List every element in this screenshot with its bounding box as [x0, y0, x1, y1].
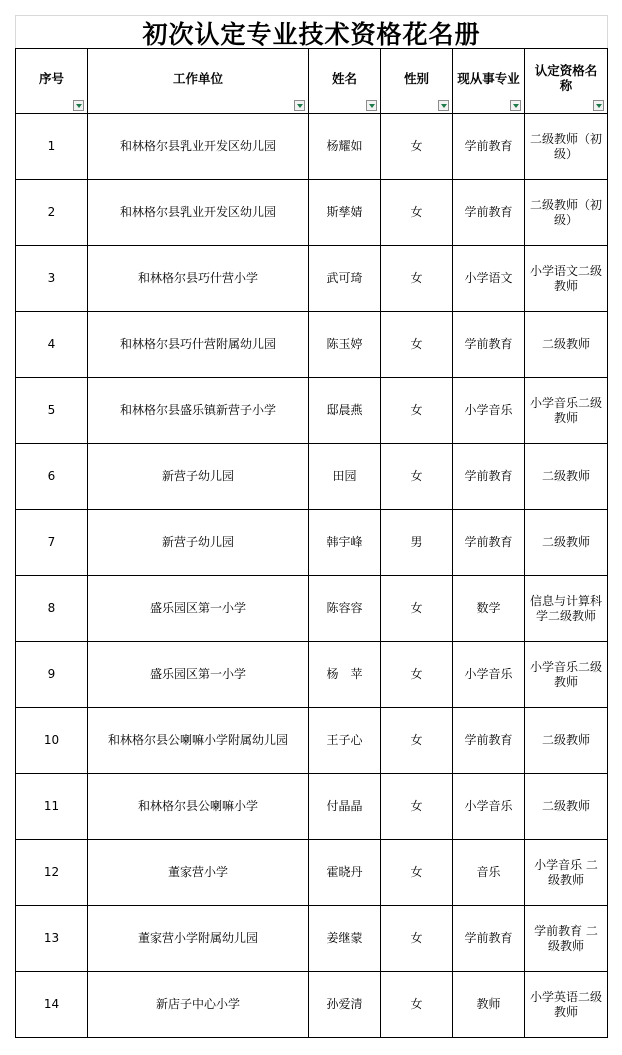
gender-cell[interactable]: [381, 180, 453, 246]
qualification-name-text: 二级教师（初级）: [529, 197, 602, 227]
person-name-cell[interactable]: [309, 510, 381, 576]
person-name-cell[interactable]: [309, 642, 381, 708]
qualification-name-cell[interactable]: [525, 906, 608, 972]
current-major-cell[interactable]: [453, 180, 525, 246]
work-unit-cell[interactable]: [88, 114, 309, 180]
gender-text: 女: [410, 601, 423, 615]
work-unit-cell[interactable]: [88, 576, 309, 642]
table-row: [16, 246, 608, 312]
person-name-cell[interactable]: [309, 774, 381, 840]
table-row: [16, 708, 608, 774]
qualification-name-cell[interactable]: [525, 180, 608, 246]
gender-text: 女: [410, 337, 423, 351]
work-unit-text: 新营子幼儿园: [161, 535, 234, 549]
table-row: [16, 312, 608, 378]
person-name-cell[interactable]: [309, 576, 381, 642]
row-number-text: 8: [47, 601, 56, 615]
row-number-text: 12: [43, 865, 60, 879]
row-number-text: 7: [47, 535, 56, 549]
qualification-name-cell[interactable]: [525, 444, 608, 510]
row-number-text: 4: [47, 337, 56, 351]
person-name-text: 霍晓丹: [326, 865, 363, 879]
filter-dropdown-icon[interactable]: [510, 100, 521, 111]
person-name-text: 田园: [332, 469, 357, 483]
gender-text: 男: [410, 535, 423, 549]
table-row: [16, 114, 608, 180]
current-major-cell[interactable]: [453, 510, 525, 576]
row-number-cell[interactable]: [16, 906, 88, 972]
qualification-name-text: 二级教师: [541, 733, 590, 747]
person-name-text: 陈容容: [326, 601, 363, 615]
page-title: 初次认定专业技术资格花名册: [142, 20, 481, 49]
work-unit-text: 新店子中心小学: [155, 997, 240, 1011]
row-number-cell[interactable]: [16, 576, 88, 642]
qualification-name-text: 二级教师: [541, 535, 590, 549]
gender-cell[interactable]: [381, 906, 453, 972]
row-number-text: 1: [47, 139, 56, 153]
qualification-name-cell[interactable]: [525, 972, 608, 1038]
current-major-text: 小学音乐: [464, 799, 513, 813]
current-major-cell[interactable]: [453, 840, 525, 906]
current-major-text: 小学音乐: [464, 403, 513, 417]
gender-text: 女: [410, 403, 423, 417]
gender-text: 女: [410, 205, 423, 219]
gender-text: 女: [410, 733, 423, 747]
current-major-cell[interactable]: [453, 444, 525, 510]
current-major-text: 音乐: [476, 865, 501, 879]
person-name-cell[interactable]: [309, 840, 381, 906]
work-unit-cell[interactable]: [88, 444, 309, 510]
work-unit-text: 盛乐园区第一小学: [149, 667, 246, 681]
gender-text: 女: [410, 271, 423, 285]
work-unit-cell[interactable]: [88, 906, 309, 972]
current-major-text: 小学语文: [464, 271, 513, 285]
current-major-cell[interactable]: [453, 246, 525, 312]
column-header-name: 姓名: [309, 49, 381, 114]
table-row: [16, 378, 608, 444]
qualification-name-cell[interactable]: [525, 312, 608, 378]
row-number-text: 6: [47, 469, 56, 483]
person-name-text: 王子心: [326, 733, 363, 747]
work-unit-text: 和林格尔县巧什营附属幼儿园: [119, 337, 276, 351]
work-unit-cell[interactable]: [88, 708, 309, 774]
qualification-name-cell[interactable]: [525, 708, 608, 774]
gender-cell[interactable]: [381, 312, 453, 378]
table-row: [16, 642, 608, 708]
work-unit-cell[interactable]: [88, 972, 309, 1038]
current-major-text: 学前教育: [464, 337, 513, 351]
current-major-text: 学前教育: [464, 535, 513, 549]
qualification-name-cell[interactable]: [525, 576, 608, 642]
row-number-cell[interactable]: [16, 114, 88, 180]
title-row: [15, 15, 608, 50]
current-major-cell[interactable]: [453, 114, 525, 180]
qualification-name-text: 学前教育 二级教师: [534, 923, 598, 953]
current-major-text: 数学: [476, 601, 501, 615]
row-number-text: 13: [43, 931, 60, 945]
gender-text: 女: [410, 799, 423, 813]
table-row: [16, 840, 608, 906]
qualification-name-cell[interactable]: [525, 510, 608, 576]
current-major-cell[interactable]: [453, 774, 525, 840]
qualification-name-cell[interactable]: [525, 114, 608, 180]
current-major-text: 学前教育: [464, 931, 513, 945]
filter-dropdown-icon[interactable]: [593, 100, 604, 111]
row-number-cell[interactable]: [16, 642, 88, 708]
table-row: [16, 774, 608, 840]
current-major-cell[interactable]: [453, 642, 525, 708]
qualification-name-cell[interactable]: [525, 642, 608, 708]
qualification-name-text: 二级教师: [541, 337, 590, 351]
person-name-text: 邸晨燕: [326, 403, 363, 417]
work-unit-cell[interactable]: [88, 840, 309, 906]
header-row: [16, 49, 608, 114]
work-unit-text: 盛乐园区第一小学: [149, 601, 246, 615]
row-number-cell[interactable]: [16, 312, 88, 378]
filter-dropdown-icon[interactable]: [73, 100, 84, 111]
current-major-text: 学前教育: [464, 139, 513, 153]
current-major-cell[interactable]: [453, 576, 525, 642]
work-unit-cell[interactable]: [88, 246, 309, 312]
qualification-name-text: 二级教师: [541, 799, 590, 813]
table-row: [16, 510, 608, 576]
row-number-text: 11: [43, 799, 60, 813]
work-unit-cell[interactable]: [88, 510, 309, 576]
current-major-text: 学前教育: [464, 733, 513, 747]
qualification-name-text: 二级教师: [541, 469, 590, 483]
person-name-text: 杨耀如: [326, 139, 363, 153]
qualification-name-cell[interactable]: [525, 378, 608, 444]
row-number-cell[interactable]: [16, 972, 88, 1038]
person-name-cell[interactable]: [309, 708, 381, 774]
person-name-text: 陈玉婷: [326, 337, 363, 351]
table-row: [16, 972, 608, 1038]
gender-text: 女: [410, 865, 423, 879]
gender-cell[interactable]: [381, 378, 453, 444]
work-unit-cell[interactable]: [88, 312, 309, 378]
qualification-name-cell[interactable]: [525, 774, 608, 840]
qualification-name-text: 二级教师（初级）: [529, 131, 602, 161]
row-number-cell[interactable]: [16, 180, 88, 246]
person-name-cell[interactable]: [309, 906, 381, 972]
current-major-text: 学前教育: [464, 205, 513, 219]
person-name-cell[interactable]: [309, 444, 381, 510]
row-number-text: 14: [43, 997, 60, 1011]
gender-text: 女: [410, 931, 423, 945]
gender-cell[interactable]: [381, 708, 453, 774]
work-unit-cell[interactable]: [88, 774, 309, 840]
row-number-text: 10: [43, 733, 60, 747]
work-unit-text: 和林格尔县盛乐镇新营子小学: [119, 403, 276, 417]
gender-cell[interactable]: [381, 246, 453, 312]
work-unit-text: 董家营小学附属幼儿园: [137, 931, 258, 945]
qualification-name-text: 小学语文二级教师: [529, 263, 602, 293]
filter-dropdown-icon[interactable]: [294, 100, 305, 111]
current-major-text: 小学音乐: [464, 667, 513, 681]
work-unit-cell[interactable]: [88, 378, 309, 444]
qualification-name-text: 小学英语二级教师: [529, 989, 602, 1019]
column-header-gender: 性别: [381, 49, 453, 114]
work-unit-text: 和林格尔县乳业开发区幼儿园: [119, 205, 276, 219]
table-row: [16, 906, 608, 972]
qualification-name-cell[interactable]: [525, 840, 608, 906]
table-row: [16, 576, 608, 642]
row-number-cell[interactable]: [16, 708, 88, 774]
person-name-text: 韩宇峰: [326, 535, 363, 549]
column-header-no: 序号: [16, 49, 88, 114]
roster-table: [15, 48, 608, 1038]
work-unit-text: 董家营小学: [167, 865, 228, 879]
work-unit-text: 新营子幼儿园: [161, 469, 234, 483]
current-major-cell[interactable]: [453, 708, 525, 774]
gender-text: 女: [410, 667, 423, 681]
column-header-qualification: 认定资格名称: [525, 49, 608, 114]
person-name-text: 杨 苹: [326, 667, 363, 681]
work-unit-cell[interactable]: [88, 642, 309, 708]
table-body: [16, 114, 608, 1038]
current-major-cell[interactable]: [453, 972, 525, 1038]
filter-dropdown-icon[interactable]: [438, 100, 449, 111]
gender-text: 女: [410, 469, 423, 483]
column-header-unit: 工作单位: [88, 49, 309, 114]
current-major-cell[interactable]: [453, 378, 525, 444]
qualification-name-text: 小学音乐 二级教师: [534, 857, 598, 887]
column-header-major: 现从事专业: [453, 49, 525, 114]
gender-cell[interactable]: [381, 972, 453, 1038]
row-number-cell[interactable]: [16, 444, 88, 510]
gender-cell[interactable]: [381, 444, 453, 510]
gender-cell[interactable]: [381, 576, 453, 642]
table-row: [16, 180, 608, 246]
gender-cell[interactable]: [381, 840, 453, 906]
person-name-text: 姜继蒙: [326, 931, 363, 945]
work-unit-cell[interactable]: [88, 180, 309, 246]
current-major-cell[interactable]: [453, 312, 525, 378]
work-unit-text: 和林格尔县公喇嘛小学: [137, 799, 258, 813]
work-unit-text: 和林格尔县公喇嘛小学附属幼儿园: [107, 733, 288, 747]
gender-cell[interactable]: [381, 642, 453, 708]
gender-cell[interactable]: [381, 774, 453, 840]
filter-dropdown-icon[interactable]: [366, 100, 377, 111]
person-name-text: 孙爱清: [326, 997, 363, 1011]
gender-cell[interactable]: [381, 114, 453, 180]
row-number-text: 5: [47, 403, 56, 417]
gender-cell[interactable]: [381, 510, 453, 576]
current-major-text: 教师: [476, 997, 501, 1011]
gender-text: 女: [410, 139, 423, 153]
qualification-name-text: 小学音乐二级教师: [529, 659, 602, 689]
current-major-text: 学前教育: [464, 469, 513, 483]
row-number-cell[interactable]: [16, 378, 88, 444]
person-name-text: 武可琦: [326, 271, 363, 285]
qualification-name-text: 小学音乐二级教师: [529, 395, 602, 425]
row-number-text: 9: [47, 667, 56, 681]
gender-text: 女: [410, 997, 423, 1011]
person-name-cell[interactable]: [309, 312, 381, 378]
row-number-cell[interactable]: [16, 246, 88, 312]
person-name-cell[interactable]: [309, 114, 381, 180]
person-name-text: 斯孳婧: [326, 205, 363, 219]
row-number-cell[interactable]: [16, 774, 88, 840]
person-name-cell[interactable]: [309, 246, 381, 312]
table-row: [16, 444, 608, 510]
row-number-cell[interactable]: [16, 510, 88, 576]
row-number-text: 3: [47, 271, 56, 285]
qualification-name-text: 信息与计算科学二级教师: [529, 593, 602, 623]
work-unit-text: 和林格尔县乳业开发区幼儿园: [119, 139, 276, 153]
person-name-cell[interactable]: [309, 378, 381, 444]
row-number-text: 2: [47, 205, 56, 219]
person-name-cell[interactable]: [309, 180, 381, 246]
person-name-cell[interactable]: [309, 972, 381, 1038]
qualification-name-cell[interactable]: [525, 246, 608, 312]
row-number-cell[interactable]: [16, 840, 88, 906]
current-major-cell[interactable]: [453, 906, 525, 972]
person-name-text: 付晶晶: [326, 799, 363, 813]
work-unit-text: 和林格尔县巧什营小学: [137, 271, 258, 285]
